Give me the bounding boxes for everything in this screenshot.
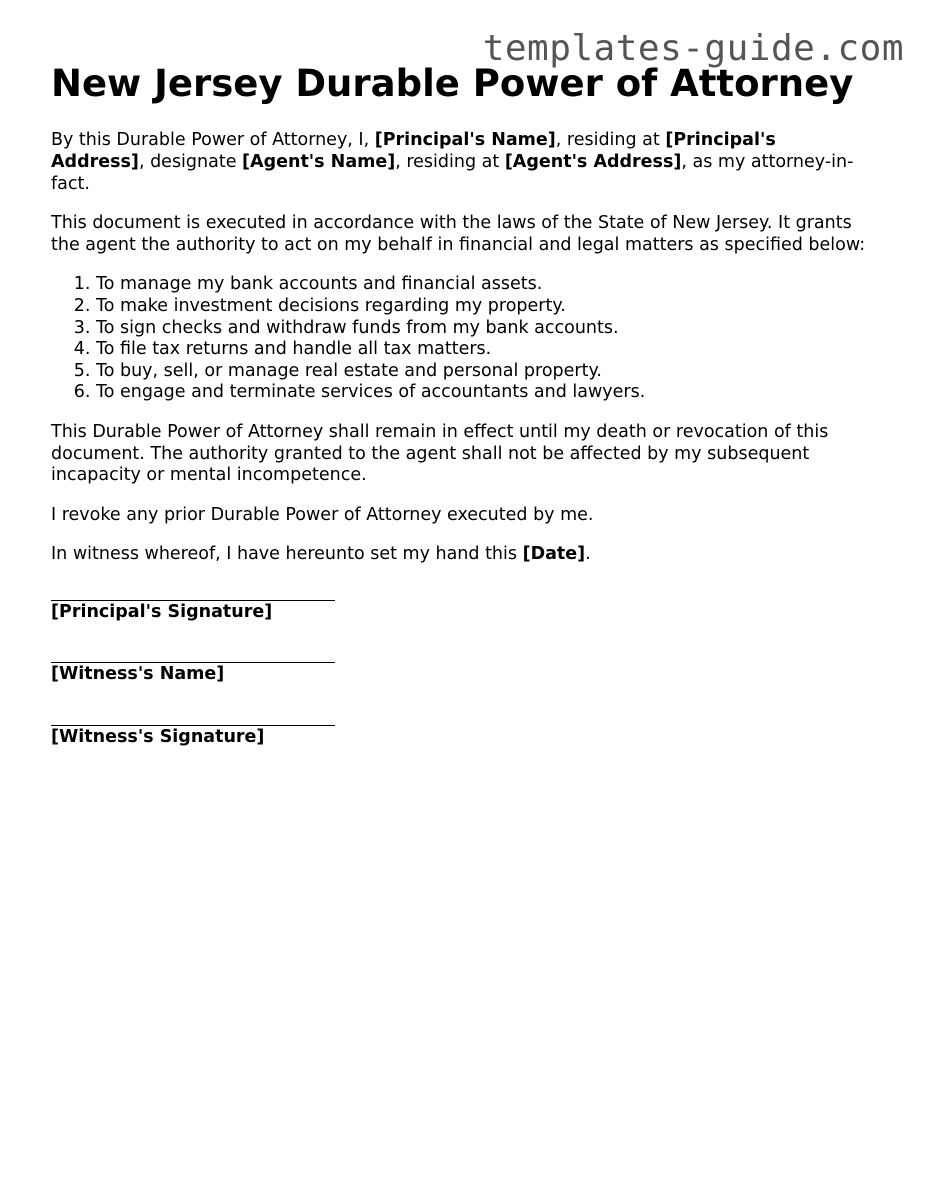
document-page: [51, 62, 871, 749]
intro-text-3: , designate: [138, 151, 243, 172]
agent-address-placeholder: [Agent's Address]: [504, 151, 682, 172]
signature-section: [51, 584, 871, 749]
witness-signature-label: [Witness's Signature]: [51, 727, 265, 748]
power-item: 4. To file tax returns and handle all tax matters.: [96, 339, 871, 361]
document-title: New Jersey Durable Power of Attorney: [51, 62, 854, 105]
power-item: 6. To engage and terminate services of accountants and lawyers.: [96, 382, 871, 404]
intro-text-2: , residing at: [555, 130, 666, 151]
principal-name-placeholder: [Principal's Name]: [374, 130, 556, 151]
revocation-paragraph: I revoke any prior Durable Power of Attorney executed by me.: [51, 504, 594, 525]
intro-paragraph: [51, 130, 871, 195]
principal-signature-line: [51, 584, 335, 601]
witness-paragraph: [51, 544, 871, 566]
durability-paragraph: This Durable Power of Attorney shall remain in effect until my death or revocation of this document. The authority granted to the agent shall not be affected by my subsequent incapacity or mental incompetence.: [51, 421, 829, 486]
intro-text-1: By this Durable Power of Attorney, I,: [51, 130, 375, 151]
witness-name-line: [51, 646, 335, 663]
principal-address-placeholder: [Principal's Address]: [51, 130, 776, 172]
witness-text-1: In witness whereof, I have hereunto set my hand this: [51, 544, 523, 565]
powers-list: [51, 274, 871, 404]
intro-text-4: , residing at: [395, 151, 505, 172]
principal-signature-label: [Principal's Signature]: [51, 601, 273, 622]
watermark-text: templates-guide.com: [482, 28, 904, 69]
date-placeholder: [Date]: [522, 544, 586, 565]
witness-text-2: .: [585, 544, 591, 565]
witness-signature-line: [51, 709, 335, 726]
agent-name-placeholder: [Agent's Name]: [242, 151, 396, 172]
power-item: 1. To manage my bank accounts and financial assets.: [96, 274, 871, 296]
jurisdiction-paragraph: This document is executed in accordance with the laws of the State of New Jersey. It grants the agent the authority to act on my behalf in financial and legal matters as specified below:: [51, 213, 866, 255]
power-item: 2. To make investment decisions regarding my property.: [96, 296, 871, 318]
intro-text-5: , as my attorney-in-fact.: [51, 151, 854, 194]
witness-name-label: [Witness's Name]: [51, 664, 225, 685]
power-item: 5. To buy, sell, or manage real estate and personal property.: [96, 361, 871, 383]
power-item: 3. To sign checks and withdraw funds from my bank accounts.: [96, 318, 871, 340]
